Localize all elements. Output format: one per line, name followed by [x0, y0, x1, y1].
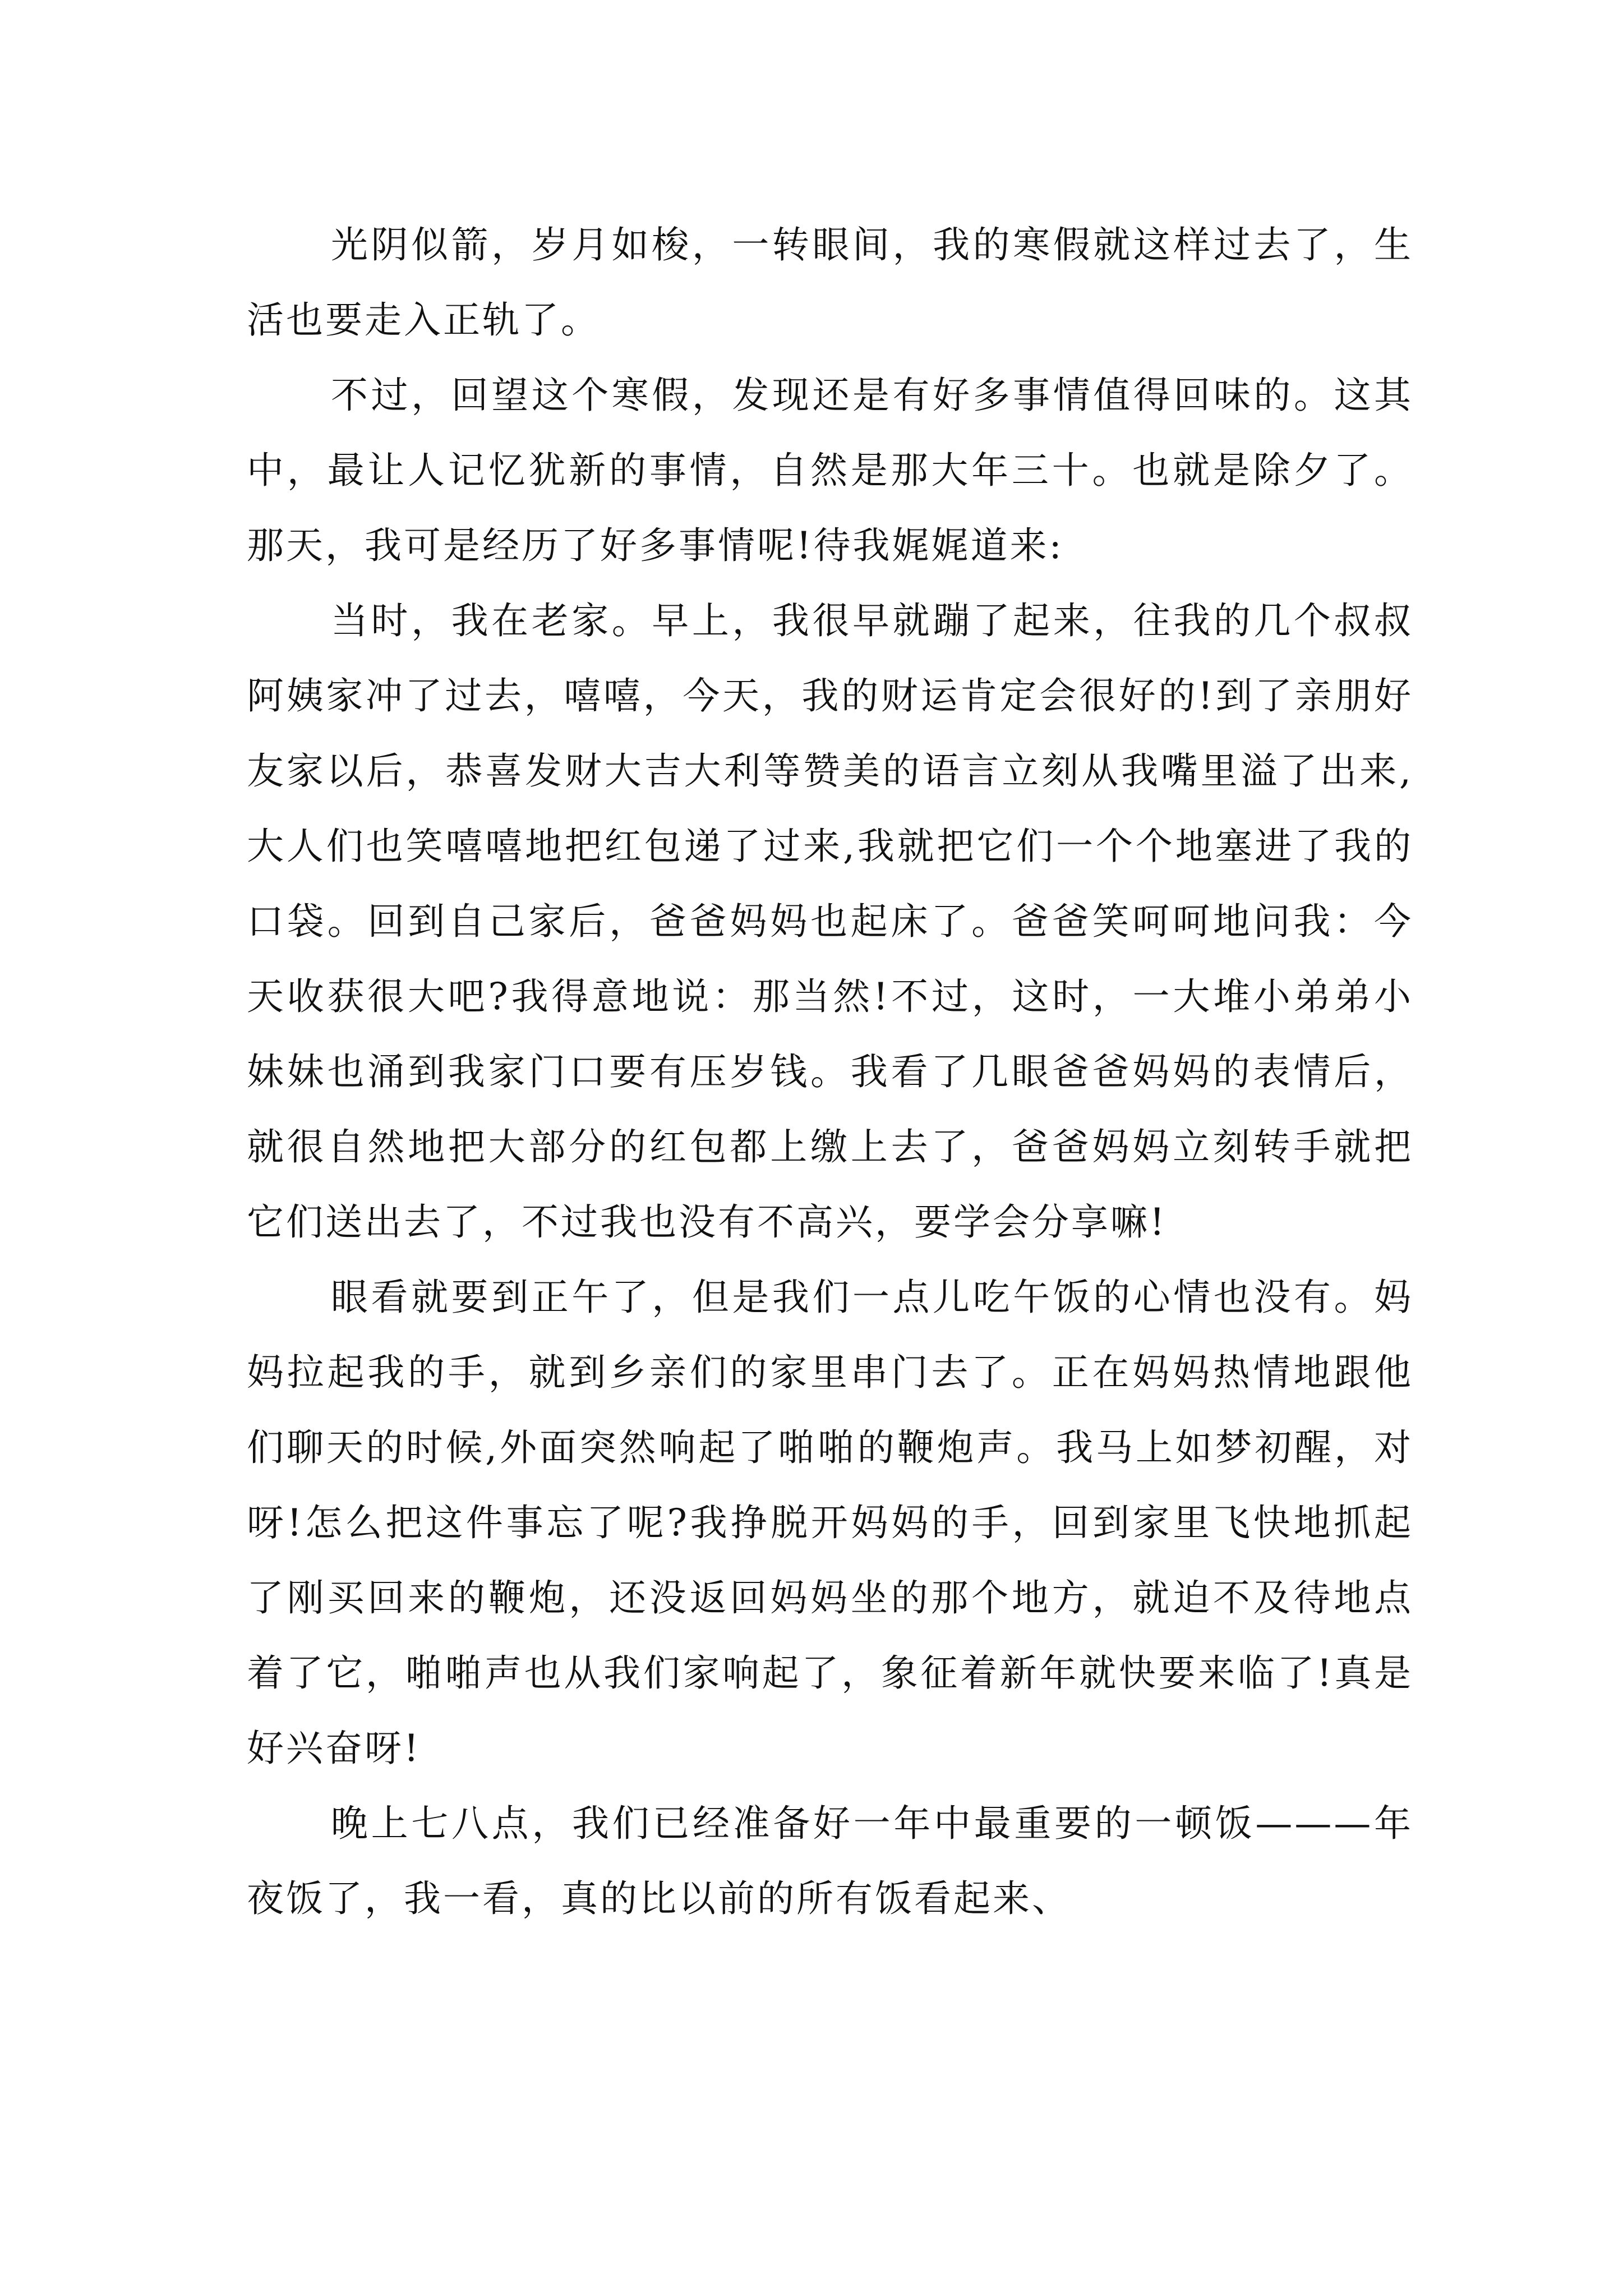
- paragraph-4: 眼看就要到正午了，但是我们一点儿吃午饭的心情也没有。妈妈拉起我的手，就到乡亲们的家里串门去了。正在妈妈热情地跟他们聊天的时候,外面突然响起了啪啪的鞭炮声。我马上如梦初醒，对呀!怎么把这件事忘了呢?我挣脱开妈妈的手，回到家里飞快地抓起了刚买回来的鞭炮，还没返回妈妈坐的那个地方，就迫不及待地点着了它，啪啪声也从我们家响起了，象征着新年就快要来临了!真是好兴奋呀!: [247, 1276, 1413, 1770]
- document-body: [247, 208, 1413, 1936]
- paragraph-3: 当时，我在老家。早上，我很早就蹦了起来，往我的几个叔叔阿姨家冲了过去，嘻嘻，今天，我的财运肯定会很好的!到了亲朋好友家以后，恭喜发财大吉大利等赞美的语言立刻从我嘴里溢了出来,大人们也笑嘻嘻地把红包递了过来,我就把它们一个个地塞进了我的口袋。回到自己家后，爸爸妈妈也起床了。爸爸笑呵呵地问我：今天收获很大吧?我得意地说：那当然!不过，这时，一大堆小弟弟小妹妹也涌到我家门口要有压岁钱。我看了几眼爸爸妈妈的表情后，就很自然地把大部分的红包都上缴上去了，爸爸妈妈立刻转手就把它们送出去了，不过我也没有不高兴，要学会分享嘛!: [247, 599, 1413, 1244]
- paragraph-2: 不过，回望这个寒假，发现还是有好多事情值得回味的。这其中，最让人记忆犹新的事情，自然是那大年三十。也就是除夕了。那天，我可是经历了好多事情呢!待我娓娓道来:: [247, 374, 1413, 567]
- paragraph-5: 晚上七八点，我们已经准备好一年中最重要的一顿饭———年夜饭了，我一看，真的比以前的所有饭看起来、: [247, 1802, 1413, 1920]
- paragraph-1: 光阴似箭，岁月如梭，一转眼间，我的寒假就这样过去了，生活也要走入正轨了。: [247, 223, 1413, 342]
